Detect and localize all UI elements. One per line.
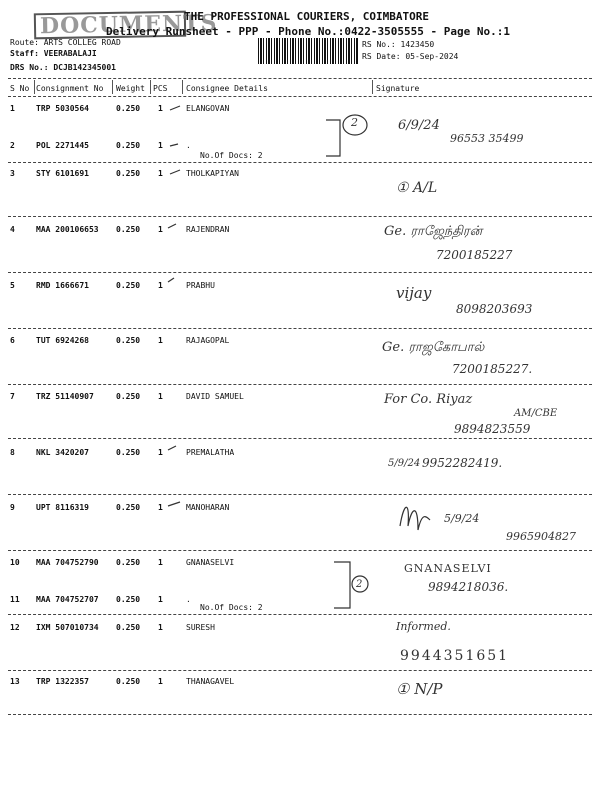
col-divider <box>34 80 35 94</box>
row-separator <box>8 216 592 217</box>
row-pcs: 1 <box>158 392 163 401</box>
row-sno: 12 <box>10 623 20 632</box>
row-sno: 3 <box>10 169 15 178</box>
barcode <box>258 38 358 64</box>
phone-row-4: 7200185227 <box>436 248 513 262</box>
row-pcs: 1 <box>158 281 163 290</box>
row-weight: 0.250 <box>116 677 141 686</box>
row-pcs: 1 <box>158 595 163 604</box>
row-consignee: PRABHU <box>186 281 215 290</box>
row-weight: 0.250 <box>116 392 141 401</box>
row-separator <box>8 670 592 671</box>
phone-row-10: 9894218036. <box>428 580 509 594</box>
row-consignee: RAJENDRAN <box>186 225 230 234</box>
mark-row-13: ① N/P <box>396 680 443 698</box>
row-consignment: UPT 8116319 <box>36 503 89 512</box>
row-consignee: . <box>186 595 191 604</box>
row-consignment: MAA 200106653 <box>36 225 99 234</box>
row-weight: 0.250 <box>116 225 141 234</box>
col-header-sno: S No <box>10 84 30 93</box>
row-sno: 7 <box>10 392 15 401</box>
col-divider <box>150 80 151 94</box>
row-weight: 0.250 <box>116 595 141 604</box>
row-consignment: STY 6101691 <box>36 169 89 178</box>
row-sno: 11 <box>10 595 20 604</box>
col-header-weight: Weight <box>116 84 145 93</box>
company-title: THE PROFESSIONAL COURIERS, COIMBATORE <box>184 10 430 23</box>
row-consignee: GNANASELVI <box>186 558 235 567</box>
row-docs-count: No.Of Docs: 2 <box>200 603 263 612</box>
row-pcs: 1 <box>158 336 163 345</box>
row-separator <box>8 714 592 715</box>
row-weight: 0.250 <box>116 336 141 345</box>
header-rule-bottom <box>8 96 592 97</box>
count-note: 2 <box>351 116 358 129</box>
row-separator <box>8 438 592 439</box>
date-row-8: 5/9/24 <box>388 458 421 469</box>
runsheet-subtitle: Delivery Runsheet - PPP - Phone No.:0422-3505555 - Page No.:1 <box>106 25 510 38</box>
row-sno: 2 <box>10 141 15 150</box>
col-divider <box>372 80 373 94</box>
row-docs-count: No.Of Docs: 2 <box>200 151 263 160</box>
row-sno: 5 <box>10 281 15 290</box>
row-weight: 0.250 <box>116 281 141 290</box>
row-pcs: 1 <box>158 225 163 234</box>
row-separator <box>8 272 592 273</box>
row-consignee: PREMALATHA <box>186 448 235 457</box>
row-pcs: 1 <box>158 503 163 512</box>
row-sno: 10 <box>10 558 20 567</box>
staff-label: Staff: VEERABALAJI <box>10 49 97 58</box>
header-rule-top <box>8 78 592 79</box>
tick-marks-ink <box>160 220 200 560</box>
signature-row-5: vijay <box>396 284 432 302</box>
col-header-consignment: Consignment No <box>36 84 104 93</box>
row-weight: 0.250 <box>116 558 141 567</box>
row-separator <box>8 494 592 495</box>
row-sno: 6 <box>10 336 15 345</box>
phone-row-12: 9944351651 <box>400 648 510 664</box>
row-consignee: SURESH <box>186 623 215 632</box>
row-pcs: 1 <box>158 677 163 686</box>
row-consignment: IXM 507010734 <box>36 623 99 632</box>
row-sno: 9 <box>10 503 15 512</box>
row-consignment: NKL 3420207 <box>36 448 89 457</box>
rs-date: RS Date: 05-Sep-2024 <box>362 52 459 61</box>
row-consignee: THOLKAPIYAN <box>186 169 239 178</box>
row-pcs: 1 <box>158 141 163 150</box>
phone-row-9: 9965904827 <box>506 530 576 543</box>
signature-row-6: Ge. ராஜகோபால் <box>382 340 485 355</box>
row-pcs: 1 <box>158 169 163 178</box>
row-consignee: MANOHARAN <box>186 503 230 512</box>
row-consignment: MAA 704752707 <box>36 595 99 604</box>
col-header-signature: Signature <box>376 84 420 93</box>
phone-row-5: 8098203693 <box>456 302 533 316</box>
count-bracket-ink <box>330 560 370 614</box>
row-weight: 0.250 <box>116 104 141 113</box>
note-row-12: Informed. <box>396 620 451 633</box>
row-consignee: THANAGAVEL <box>186 677 235 686</box>
phone-row-1: 96553 35499 <box>450 132 524 145</box>
row-separator <box>8 550 592 551</box>
note-row-7: AM/CBE <box>514 408 558 419</box>
row-weight: 0.250 <box>116 169 141 178</box>
signature-row-7: For Co. Riyaz <box>384 392 473 407</box>
row-consignment: TRP 5030564 <box>36 104 89 113</box>
drs-number: DRS No.: DCJB142345001 <box>10 63 116 72</box>
row-separator <box>8 614 592 615</box>
row-separator <box>8 384 592 385</box>
row-sno: 13 <box>10 677 20 686</box>
row-consignee: ELANGOVAN <box>186 104 230 113</box>
mark-row-3: ① A/L <box>396 180 438 196</box>
col-header-consignee: Consignee Details <box>186 84 268 93</box>
row-pcs: 1 <box>158 448 163 457</box>
row-consignment: POL 2271445 <box>36 141 89 150</box>
row-consignment: TRP 1322357 <box>36 677 89 686</box>
row-consignee: . <box>186 141 191 150</box>
signature-row-4: Ge. ராஜேந்திரன் <box>384 224 483 239</box>
route-label: Route: ARTS COLLEG ROAD <box>10 38 121 47</box>
signature-scribble-row-9 <box>396 496 436 540</box>
row-consignment: TRZ 51140907 <box>36 392 94 401</box>
row-pcs: 1 <box>158 104 163 113</box>
signature-row-1: 6/9/24 <box>398 118 440 133</box>
count-note: 2 <box>356 579 363 590</box>
tick-marks-ink <box>160 100 360 180</box>
phone-row-6: 7200185227. <box>452 362 533 376</box>
row-consignee: RAJAGOPAL <box>186 336 230 345</box>
row-pcs: 1 <box>158 623 163 632</box>
row-sno: 4 <box>10 225 15 234</box>
row-weight: 0.250 <box>116 503 141 512</box>
row-sno: 1 <box>10 104 15 113</box>
row-pcs: 1 <box>158 558 163 567</box>
row-sno: 8 <box>10 448 15 457</box>
signature-row-9: 5/9/24 <box>444 512 480 525</box>
stamp-text: DOCUMENTS <box>39 10 218 40</box>
col-divider <box>112 80 113 94</box>
row-consignment: MAA 704752790 <box>36 558 99 567</box>
signature-row-10: GNANASELVI <box>404 562 492 575</box>
rs-number: RS No.: 1423450 <box>362 40 435 49</box>
row-separator <box>8 328 592 329</box>
row-weight: 0.250 <box>116 141 141 150</box>
phone-row-8: 9952282419. <box>422 456 503 470</box>
row-consignee: DAVID SAMUEL <box>186 392 244 401</box>
phone-row-7: 9894823559 <box>454 422 531 436</box>
row-weight: 0.250 <box>116 623 141 632</box>
row-consignment: RMD 1666671 <box>36 281 89 290</box>
col-header-pcs: PCS <box>153 84 168 93</box>
col-divider <box>182 80 183 94</box>
row-weight: 0.250 <box>116 448 141 457</box>
row-consignment: TUT 6924268 <box>36 336 89 345</box>
